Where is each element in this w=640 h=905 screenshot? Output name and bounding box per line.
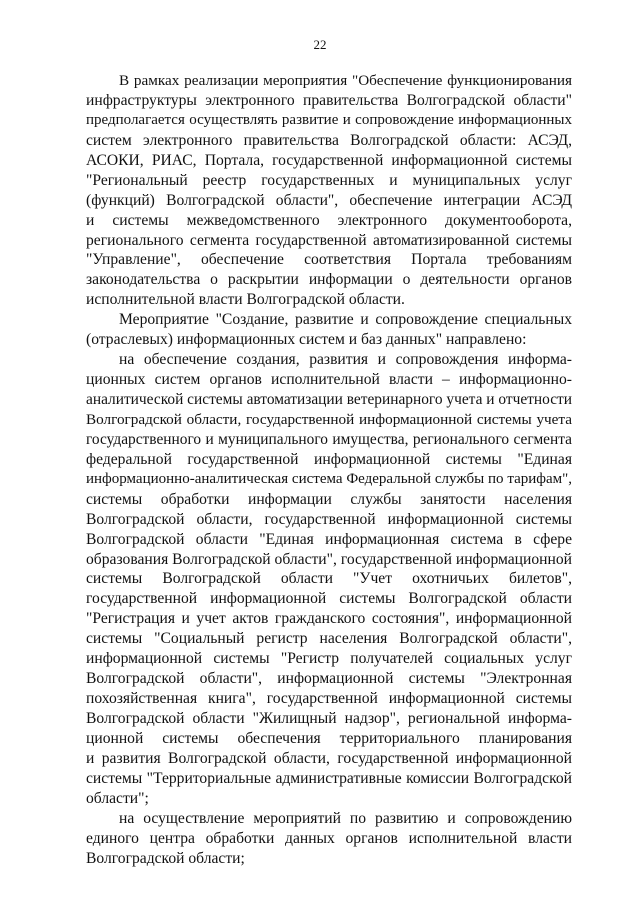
- text-line: Мероприятие "Создание, развитие и сопровождение специальных: [119, 311, 572, 329]
- text-line: системы "Социальный регистр населения Волгоградской области",: [86, 630, 572, 648]
- text-line: государственной информационной системы Волгоградской области: [86, 590, 572, 608]
- page-number: 22: [313, 37, 327, 52]
- text-line: регионального сегмента государственной автоматизированной системы: [86, 231, 572, 249]
- text-line: ционной системы обеспечения территориального планирования: [86, 729, 572, 747]
- text-line: Волгоградской области "Жилищный надзор", региональной информа-: [86, 710, 572, 727]
- text-line: (отраслевых) информационных систем и баз данных" направлено:: [86, 331, 527, 349]
- text-line: федеральной государственной информационной системы "Единая: [86, 450, 572, 468]
- text-line: Волгоградской области, государственной информационной системы: [86, 510, 572, 528]
- text-line: системы Волгоградской области "Учет охотничьих билетов",: [86, 570, 572, 588]
- text-line: системы обработки информации службы занятости населения: [86, 490, 572, 508]
- document-body: [86, 71, 572, 869]
- text-line: Волгоградской области", информационной системы "Электронная: [86, 670, 572, 688]
- text-line: В рамках реализации мероприятия "Обеспечение функционирования: [119, 72, 572, 89]
- text-line: АСОКИ, РИАС, Портала, государственной информационной системы: [86, 151, 572, 169]
- text-line: "Управление", обеспечение соответствия Портала требованиям: [86, 251, 572, 269]
- text-line: аналитической системы автоматизации ветеринарного учета и отчетности: [86, 391, 572, 408]
- text-line: предполагается осуществлять развитие и сопровождение информационных: [86, 111, 572, 128]
- text-line: исполнительной власти Волгоградской области.: [86, 291, 405, 309]
- text-line: Волгоградской области "Единая информационная система в сфере: [86, 530, 572, 548]
- text-line: похозяйственная книга", государственной информационной системы: [86, 690, 572, 708]
- text-line: системы "Территориальные административные комиссии Волгоградской: [86, 769, 572, 787]
- text-line: государственного и муниципального имущества, регионального сегмента: [86, 430, 572, 448]
- text-line: области";: [86, 789, 149, 807]
- text-line: информационно-аналитическая система Федеральной службы по тарифам",: [86, 470, 572, 487]
- text-line: законодательства о раскрытии информации о деятельности органов: [86, 271, 572, 289]
- text-line: "Регистрация и учет актов гражданского состояния", информационной: [86, 610, 572, 628]
- text-line: ционных систем органов исполнительной власти – информационно-: [86, 371, 572, 389]
- text-line: единого центра обработки данных органов исполнительной власти: [86, 829, 572, 847]
- text-line: информационной системы "Регистр получателей социальных услуг: [86, 650, 572, 668]
- text-line: на осуществление мероприятий по развитию и сопровождению: [119, 809, 572, 827]
- text-line: и развития Волгоградской области, государственной информационной: [86, 749, 572, 767]
- text-line: инфраструктуры электронного правительства Волгоградской области": [86, 91, 572, 109]
- text-line: на обеспечение создания, развития и сопровождения информа-: [119, 351, 572, 369]
- text-line: Волгоградской области;: [86, 849, 245, 867]
- text-line: Волгоградской области, государственной информационной системы учета: [86, 410, 572, 428]
- text-line: образования Волгоградской области", государственной информационной: [86, 550, 573, 568]
- text-line: (функций) Волгоградской области", обеспечение интеграции АСЭД: [86, 191, 572, 209]
- text-line: "Региональный реестр государственных и муниципальных услуг: [86, 171, 572, 189]
- text-line: систем электронного правительства Волгоградской области: АСЭД,: [86, 131, 572, 149]
- text-line: и системы межведомственного электронного документооборота,: [86, 211, 572, 229]
